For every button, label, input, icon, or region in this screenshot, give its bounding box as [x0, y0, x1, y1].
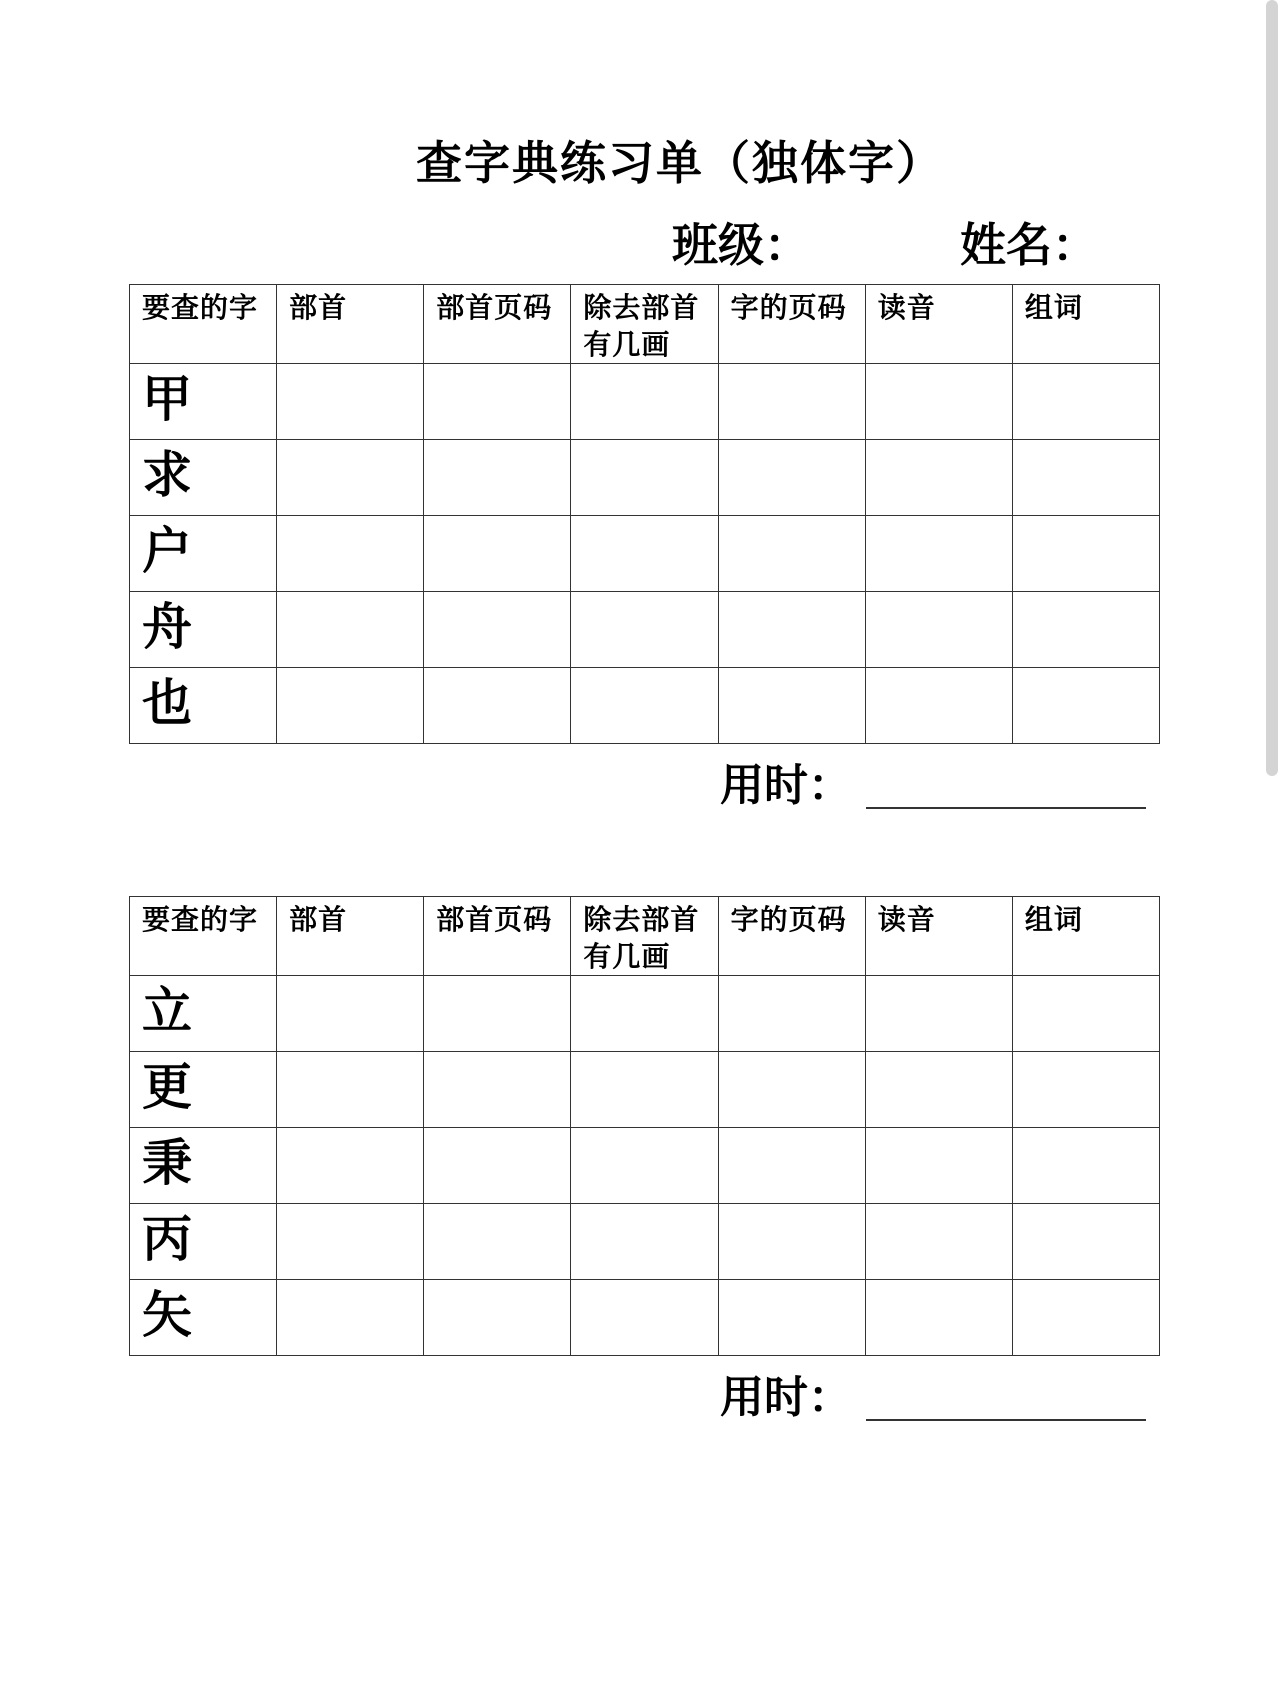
radical-field[interactable]	[277, 668, 424, 744]
table-row	[130, 976, 1160, 1052]
word-field[interactable]	[1012, 976, 1159, 1052]
lookup-table-2	[129, 896, 1160, 1356]
word-field[interactable]	[1012, 440, 1159, 516]
character-cell: 舟	[130, 592, 277, 668]
word-field[interactable]	[1012, 1128, 1159, 1204]
word-field[interactable]	[1012, 668, 1159, 744]
time-input-line[interactable]	[866, 1419, 1146, 1421]
remaining-strokes-field[interactable]	[571, 364, 718, 440]
word-field[interactable]	[1012, 364, 1159, 440]
character-page-field[interactable]	[718, 1280, 865, 1356]
header-cell-radical-page: 部首页码	[424, 285, 571, 364]
character-cell: 立	[130, 976, 277, 1052]
table-row	[130, 1204, 1160, 1280]
radical-field[interactable]	[277, 1280, 424, 1356]
character-cell: 求	[130, 440, 277, 516]
radical-page-field[interactable]	[424, 440, 571, 516]
radical-page-field[interactable]	[424, 592, 571, 668]
character-page-field[interactable]	[718, 1052, 865, 1128]
remaining-strokes-field[interactable]	[571, 668, 718, 744]
character-cell: 户	[130, 516, 277, 592]
header-cell-word: 组词	[1012, 897, 1159, 976]
table-row	[130, 364, 1160, 440]
time-input-line[interactable]	[866, 807, 1146, 809]
character-page-field[interactable]	[718, 440, 865, 516]
pronunciation-field[interactable]	[865, 668, 1012, 744]
character-cell: 更	[130, 1052, 277, 1128]
page-title: 查字典练习单（独体字）	[416, 136, 944, 190]
remaining-strokes-field[interactable]	[571, 1280, 718, 1356]
class-label: 班级：	[672, 218, 810, 272]
pronunciation-field[interactable]	[865, 1052, 1012, 1128]
header-cell-word: 组词	[1012, 285, 1159, 364]
remaining-strokes-field[interactable]	[571, 440, 718, 516]
pronunciation-field[interactable]	[865, 516, 1012, 592]
remaining-strokes-field[interactable]	[571, 976, 718, 1052]
radical-page-field[interactable]	[424, 1052, 571, 1128]
remaining-strokes-field[interactable]	[571, 1052, 718, 1128]
time-label: 用时：	[720, 1372, 852, 1423]
header-cell-remaining-strokes: 除去部首有几画	[571, 285, 718, 364]
character-cell: 矢	[130, 1280, 277, 1356]
word-field[interactable]	[1012, 1280, 1159, 1356]
scrollbar-thumb[interactable]	[1266, 0, 1278, 776]
table-row	[130, 1052, 1160, 1128]
header-cell-pronunciation: 读音	[865, 285, 1012, 364]
radical-page-field[interactable]	[424, 1280, 571, 1356]
header-cell-pronunciation: 读音	[865, 897, 1012, 976]
character-page-field[interactable]	[718, 976, 865, 1052]
time-label: 用时：	[720, 760, 852, 811]
table-row	[130, 440, 1160, 516]
pronunciation-field[interactable]	[865, 592, 1012, 668]
pronunciation-field[interactable]	[865, 976, 1012, 1052]
header-cell-character: 要查的字	[130, 285, 277, 364]
radical-field[interactable]	[277, 592, 424, 668]
table-row	[130, 592, 1160, 668]
character-page-field[interactable]	[718, 364, 865, 440]
header-cell-radical: 部首	[277, 897, 424, 976]
radical-field[interactable]	[277, 976, 424, 1052]
radical-page-field[interactable]	[424, 364, 571, 440]
word-field[interactable]	[1012, 592, 1159, 668]
table-row	[130, 1280, 1160, 1356]
header-cell-radical-page: 部首页码	[424, 897, 571, 976]
pronunciation-field[interactable]	[865, 1204, 1012, 1280]
table-row	[130, 1128, 1160, 1204]
radical-page-field[interactable]	[424, 1128, 571, 1204]
lookup-table-1	[129, 284, 1160, 744]
table-row	[130, 668, 1160, 744]
header-cell-character-page: 字的页码	[718, 897, 865, 976]
radical-field[interactable]	[277, 364, 424, 440]
header-cell-remaining-strokes: 除去部首有几画	[571, 897, 718, 976]
word-field[interactable]	[1012, 1052, 1159, 1128]
table-row	[130, 516, 1160, 592]
pronunciation-field[interactable]	[865, 364, 1012, 440]
character-cell: 秉	[130, 1128, 277, 1204]
remaining-strokes-field[interactable]	[571, 516, 718, 592]
remaining-strokes-field[interactable]	[571, 1204, 718, 1280]
character-page-field[interactable]	[718, 1204, 865, 1280]
remaining-strokes-field[interactable]	[571, 1128, 718, 1204]
name-label: 姓名：	[960, 218, 1098, 272]
character-page-field[interactable]	[718, 1128, 865, 1204]
character-page-field[interactable]	[718, 668, 865, 744]
radical-field[interactable]	[277, 516, 424, 592]
radical-field[interactable]	[277, 1052, 424, 1128]
word-field[interactable]	[1012, 1204, 1159, 1280]
radical-page-field[interactable]	[424, 516, 571, 592]
table-header-row	[130, 285, 1160, 364]
header-cell-character-page: 字的页码	[718, 285, 865, 364]
radical-page-field[interactable]	[424, 976, 571, 1052]
character-cell: 甲	[130, 364, 277, 440]
radical-page-field[interactable]	[424, 668, 571, 744]
character-page-field[interactable]	[718, 592, 865, 668]
remaining-strokes-field[interactable]	[571, 592, 718, 668]
radical-page-field[interactable]	[424, 1204, 571, 1280]
pronunciation-field[interactable]	[865, 440, 1012, 516]
header-cell-character: 要查的字	[130, 897, 277, 976]
radical-field[interactable]	[277, 440, 424, 516]
pronunciation-field[interactable]	[865, 1280, 1012, 1356]
radical-field[interactable]	[277, 1204, 424, 1280]
character-cell: 丙	[130, 1204, 277, 1280]
header-cell-radical: 部首	[277, 285, 424, 364]
pronunciation-field[interactable]	[865, 1128, 1012, 1204]
character-cell: 也	[130, 668, 277, 744]
radical-field[interactable]	[277, 1128, 424, 1204]
table-header-row	[130, 897, 1160, 976]
character-page-field[interactable]	[718, 516, 865, 592]
word-field[interactable]	[1012, 516, 1159, 592]
